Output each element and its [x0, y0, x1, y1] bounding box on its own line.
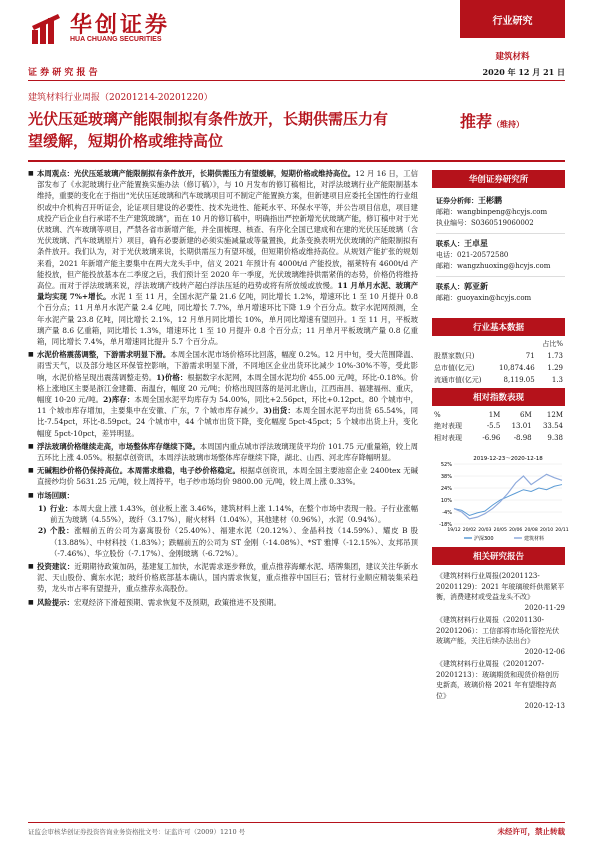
table-cell: 12M — [546, 411, 563, 419]
paragraph-lead: 风险提示： — [37, 597, 74, 607]
paragraph — [28, 465, 418, 487]
related-reports — [436, 571, 565, 714]
index-title: 相对指数表现 — [432, 388, 565, 406]
company-logo — [30, 12, 64, 46]
paragraph-lead: 3)出货： — [263, 406, 296, 416]
table-row — [432, 420, 565, 432]
rating-value: 推荐 — [460, 112, 493, 131]
table-cell: -5.5 — [486, 422, 501, 430]
table-cell: 71 — [525, 352, 535, 360]
related-report-title: 《建筑材料行业周报(20201123-20201129)：2021 年玻璃玻纤供需紧平衡，消费建材或受益龙头不改》 — [436, 572, 565, 601]
table-row — [432, 374, 565, 386]
paragraph — [28, 561, 418, 595]
divider — [28, 160, 565, 162]
contact-person — [436, 281, 565, 293]
paragraph — [28, 168, 418, 347]
chart-title: 2019-12-23～2020-12-18 — [473, 456, 543, 462]
paragraph-text: 涨幅前五的公司为嘉寓股份（25.40%）、福建水泥（20.12%）、金晶科技（14.59%）、耀皮 B 股（13.88%）、中材科技（1.83%）；跌幅前五的公司为 ST 金刚（-14.08%）、*ST 雅博（-12.15%）、友邦吊顶（-7.46%）、华立股份（-7.17%）、金刚玻璃（-6.72%）。 — [50, 526, 418, 558]
divider — [28, 822, 565, 823]
table-row — [432, 350, 565, 362]
paragraph — [28, 349, 418, 439]
paragraph-lead: 市场回顾： — [37, 490, 74, 500]
contact-block — [436, 195, 565, 304]
x-tick-label: 20/11 — [555, 528, 569, 533]
table-cell: 相对表现 — [434, 434, 462, 442]
paragraph-text: 根据数字水泥网，本周全国水泥均价 455.00 元/吨，环比-0.18%。价格上涨地区主要是浙江金建衢、南温台，幅度 20 元/吨；价格出现回落的是河北唐山，江西南昌、福建福州、重庆，幅度 10-20 元/吨。 — [37, 372, 418, 405]
table-cell: 股票家数(只) — [434, 352, 475, 360]
paragraph-lead: 无碱粗纱价格仍保持高位。 — [37, 466, 128, 476]
related-report-date: 2020-11-29 — [524, 603, 565, 612]
table-cell: 绝对表现 — [434, 422, 462, 430]
paragraph-lead: 浮法玻璃价格继续走高，市场整体库存继续下降。 — [37, 441, 200, 451]
footer-license: 证监会审核华创证券投资咨询业务资格批文号：证监许可（2009）1210 号 — [28, 828, 246, 836]
table-cell: 占比% — [542, 340, 563, 348]
contact-name: 郭亚新 — [464, 281, 488, 291]
company-name: 华创证券 — [70, 13, 171, 38]
footer-notice: 未经许可，禁止转载 — [497, 827, 565, 836]
team-title: 华创证券研究所 — [432, 170, 565, 188]
paragraph-text: 本周国内重点城市浮法玻璃现货平均价 101.75 元/重量箱，较上周五环比上涨 4.05%。根据卓创资讯，本周浮法玻璃市场整体库存继续下降，湖北、山西、河北库存降幅明显。 — [37, 441, 418, 463]
related-report[interactable] — [436, 659, 565, 712]
paragraph-text: 水泥 1 至 11 月，全国水泥产量 21.6 亿吨，同比增长 1.2%，增速环比 1 至 10 月提升 0.8 个百分点；11 月单月水泥产量 2.4 亿吨，同比增长 7.7%，单月增速环比下降 1.9 个百分点。数字水泥网预测，全年水泥产量 23.8 亿吨，同比增长 2.1%，12 月单月同比增长 10%，单月同比增速有望回升。1 至 11 月，平板玻璃产量 8.6 亿重箱，同比增长 1.3%，增速环比 1 至 10 月提升 0.8 个百分点；11 月单月平板玻璃产量 0.8 亿重箱，同比增长 7.4%，单月增速同比提升 5.7 个百分点。 — [37, 292, 418, 347]
paragraph — [28, 441, 418, 463]
legend-label: 沪深300 — [474, 536, 494, 542]
table-cell: 总市值(亿元) — [434, 364, 475, 372]
table-cell: 1.3 — [551, 376, 563, 384]
relative-index-chart — [432, 452, 569, 542]
x-tick-label: 20/06 — [509, 528, 523, 533]
related-title: 相关研究报告 — [432, 547, 565, 565]
table-row — [432, 362, 565, 374]
table-cell: 9.38 — [547, 434, 563, 442]
y-tick-label: -4% — [442, 510, 452, 516]
company-name-en: HUA CHUANG SECURITIES — [70, 36, 162, 43]
related-report[interactable] — [436, 615, 565, 657]
related-report-date: 2020-12-13 — [524, 702, 565, 710]
paragraph-text: 根据卓创资讯，本周全国主要池窑企业 2400tex 无碱直接纱均价 5631.25 元/吨，较上周持平，电子纱市场均价 9800.00 元/吨，较上周上涨 0.33%。 — [37, 466, 418, 487]
table-cell: 8,119.05 — [503, 376, 535, 384]
paragraph-text: 近期期待政策加码，基建复工加快，水泥需求逐步释放，重点推荐海螺水泥、塔牌集团，建议关注华新水泥、天山股份、冀东水泥；玻纤价格底部基本确认，国内需求恢复，重点推荐中国巨石；管材行业顺应精装集采趋势，龙头市占率有望提升，重点推荐永高股份。 — [37, 561, 418, 594]
report-tag: 行业研究 — [460, 0, 565, 38]
paragraph-lead: 个股： — [50, 526, 75, 536]
legend-label: 建筑材料 — [524, 536, 545, 542]
paragraph-lead: 投资建议： — [37, 561, 75, 571]
item-number: 2) — [38, 526, 47, 536]
table-header — [432, 338, 565, 350]
related-report-date: 2020-12-06 — [524, 647, 565, 656]
basic-data-title: 行业基本数据 — [432, 318, 565, 336]
table-cell: 1M — [488, 411, 501, 419]
x-tick-label: 20/08 — [524, 528, 538, 533]
y-tick-label: 38% — [440, 474, 452, 480]
y-tick-label: 10% — [440, 498, 452, 504]
rating-note: （维持） — [492, 119, 525, 129]
paragraph-lead: 11 月单月水泥、玻璃产量均实现 7%+增长。 — [37, 281, 418, 302]
y-tick-label: 24% — [440, 486, 452, 492]
analyst — [436, 195, 565, 207]
item-number: 1) — [38, 503, 47, 513]
contact-name: 王卓星 — [464, 238, 488, 248]
table-cell: 10,874.46 — [499, 364, 535, 372]
paragraph-text: 本周全国水泥平均库存为 54.00%，同比+2.56pct，环比+0.12pct。80 个城市中，11 个城市库存增加，主要集中在安徽、广东，7 个城市库存减少。 — [37, 395, 419, 416]
report-subtitle: 建筑材料行业周报（20201214-20201220） — [28, 93, 213, 103]
table-row — [432, 432, 565, 444]
x-tick-label: 19/12 — [447, 528, 461, 533]
sub-paragraph — [28, 525, 418, 559]
paragraph — [28, 490, 418, 501]
y-tick-label: -18% — [439, 522, 452, 528]
y-tick-label: 52% — [440, 462, 452, 468]
related-report[interactable] — [436, 571, 565, 613]
related-report-title: 《建筑材料行业周报（20201130-20201206）：工信部将市场化管控光伏玻璃产能，关注后续办法出台》 — [436, 616, 560, 645]
paragraph-text: 本周大盘上涨 1.43%，创业板上涨 3.46%，建筑材料上涨 1.14%，在整个市场中表现一般。子行业涨幅前五为玻璃（4.55%），玻纤（3.17%），耐火材料（1.04%），其他建材（0.96%），水泥（0.94%）。 — [50, 503, 418, 525]
paragraph-lead: 行业： — [50, 503, 73, 513]
x-tick-label: 20/10 — [539, 528, 554, 533]
table-cell: 流通市值(亿元) — [434, 376, 482, 384]
analyst-name: 王彬鹏 — [478, 195, 502, 205]
report-title: 光伏压延玻璃产能限制拟有条件放开，长期供需压力有望缓解，短期价格或维持高位 — [28, 110, 389, 150]
table-cell: 33.54 — [542, 422, 563, 430]
basic-data-table — [432, 338, 565, 386]
paragraph-lead: 2)库存： — [103, 395, 135, 405]
rating — [460, 109, 524, 132]
divider — [436, 276, 565, 277]
paragraph-lead: 水泥价格震荡调整，下游需求明显下滑。 — [37, 350, 171, 360]
index-table — [432, 410, 565, 444]
table-cell — [432, 338, 491, 350]
contact-person — [436, 238, 565, 250]
analyst-label: 证券分析师： — [436, 196, 478, 205]
report-kind: 证 券 研 究 报 告 — [28, 68, 98, 78]
divider — [28, 80, 565, 81]
x-tick-label: 20/05 — [493, 528, 507, 533]
report-date: 2020 年 12 月 21 日 — [482, 67, 565, 77]
sub-paragraph — [28, 503, 418, 525]
table-cell: -6.96 — [482, 434, 501, 442]
related-report-title: 《建筑材料行业周报（20201207-20201213）：玻璃期货和现货价格创历史新高，玻璃价格 2021 年有望维持高位》 — [436, 660, 560, 700]
table-cell: 1.29 — [547, 364, 563, 372]
table-cell: 13.01 — [511, 422, 532, 430]
table-cell: % — [434, 411, 441, 419]
license-number: 执业编号：S0360519060002 — [436, 219, 534, 227]
table-header — [432, 410, 565, 420]
paragraph-text: 本周全国水泥市场价格环比回落，幅度 0.2%。12 月中旬，受大范围降温、雨雪天气，以及部分地区环保管控影响，下游需求明显下滑，不同地区企业出货环比减少 10%-30%不等，受此影响，水泥价格呈现出震荡调整走势。 — [37, 350, 418, 382]
paragraph-lead: 本周需求维稳，电子纱价格稳定。 — [127, 466, 240, 476]
email-link[interactable]: 邮箱：guoyaxin@hcyjs.com — [436, 294, 532, 302]
contact-label: 联系人： — [436, 239, 464, 248]
table-cell: 1.73 — [547, 352, 563, 360]
paragraph-text: 宏观经济下滑超预期、需求恢复不及预期，政策推进不及预期。 — [73, 597, 281, 607]
paragraph — [28, 597, 418, 608]
paragraph-lead: 本周观点：光伏压延玻璃产能限制拟有条件放开，长期供需压力有望缓解，短期价格或维持高位。 — [37, 169, 356, 178]
x-tick-label: 20/02 — [462, 528, 477, 533]
email-link[interactable]: 邮箱：wangzhuoxing@hcyjs.com — [436, 262, 551, 270]
table-cell — [491, 338, 537, 350]
paragraph-text: 12 月 16 日，工信部发布了《水泥玻璃行业产能置换实施办法（修订稿）》，与 10 月发布的修订稿相比，对浮法玻璃行业产能限制基本维持，重要的变化在于指出“光伏压延玻璃和汽车玻璃项目可不制定产能置换方案，但新建项目应委托全国性的行业组织或中介机构召开听证会，论证项目建设的必要性、技术先进性、能耗水平、环保水平等，并公告项目信息，项目建成投产后企业自行承诺不生产建筑玻璃”，而在 10 月的修订稿中，明确指出严控新增光伏玻璃产能，修订稿中对于光伏玻璃、汽车玻璃等项目，严禁各省市新增产能，并全面梳理、核查、有序化全国已建成和在建的光伏压延玻璃（含光伏玻璃、汽车玻璃原片）项目，确有必要新建的必须实施减量或等量置换，此条变换表明光伏玻璃的产能限制拟有条件放开。我们认为，对于光伏玻璃来说，长期供需压力有望环缓，但短期价格或维持高位。从规划产能扩张的规划来看，2021 年新增产能主要集中在两大龙头手中，信义 2021 年预计有 4000t/d 产能投放，福莱特有 4600t/d 产能投放，但产能投放基本在二季度之后，我们预计至 2020 年一季度，光伏玻璃维持供需紧俏的态势，价格仍将维持高位。而对于浮法玻璃来说，浮法玻璃产线转产超白浮法压延的趋势或将有所放缓或放慢。 — [37, 169, 418, 291]
paragraph-lead: 1)价格： — [156, 372, 188, 382]
table-cell: 6M — [520, 411, 532, 419]
phone: 电话：021-20572580 — [436, 251, 509, 259]
email-link[interactable]: 邮箱：wangbinpeng@hcyjs.com — [436, 208, 548, 216]
report-body — [28, 168, 418, 610]
x-tick-label: 20/03 — [478, 528, 492, 533]
industry-label: 建筑材料 — [495, 52, 530, 62]
divider — [436, 233, 565, 234]
table-cell: -8.98 — [513, 434, 532, 442]
contact-label: 联系人： — [436, 282, 464, 291]
paragraph-text: 本周全国水泥平均出货 65.54%，同比-7.54pct，环比-8.59pct。24 个城市中，44 个城市出货下降，变化幅度 5pct-45pct；5 个城市出货上升，变化幅度 5pct-10pct，差异明显。 — [37, 406, 419, 438]
